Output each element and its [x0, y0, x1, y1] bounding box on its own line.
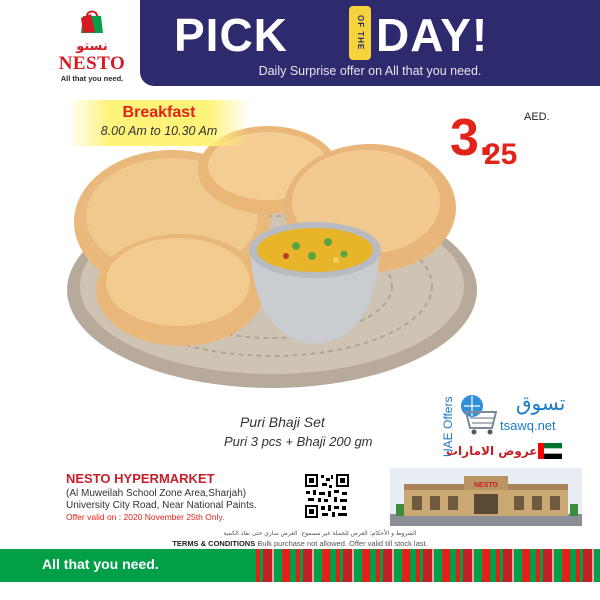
nesto-logo: [48, 8, 136, 93]
bottom-margin: [0, 582, 600, 600]
uae-flag-icon: [538, 443, 562, 459]
store-address-line-1: (Al Muweilah School Zone Area,Sharjah): [66, 488, 247, 499]
qr-code[interactable]: [304, 473, 350, 519]
tsawq-arabic-brand: تسوق: [516, 391, 566, 415]
terms-label: TERMS & CONDITIONS: [172, 539, 256, 548]
store-address-line-2: University City Road, Near National Paints.: [66, 500, 257, 511]
terms-arabic: الشروط و الأحكام: العرض للجملة غير مسموح. العرض ساري حتى نفاذ الكمية: [223, 530, 417, 537]
logo-name: NESTO: [58, 53, 126, 74]
price-decimal: 25: [484, 138, 518, 171]
banner-of-the-tag: OF THE: [349, 6, 371, 60]
shopping-bag-icon: [77, 8, 107, 34]
banner-subtitle: Daily Surprise offer on All that you need.: [258, 64, 482, 78]
footer-bar: [0, 549, 600, 582]
footer-tagline: All that you need.: [42, 556, 159, 572]
badge-title: Breakfast: [122, 104, 196, 121]
footer-stripes: [250, 549, 600, 582]
terms-line: [0, 539, 600, 548]
pick-of-the-day-banner: [140, 0, 600, 86]
banner-day-text: DAY!: [376, 9, 489, 61]
shopping-cart-globe-icon: [458, 392, 502, 436]
price-currency: AED.: [524, 111, 550, 123]
store-title: NESTO HYPERMARKET: [66, 471, 215, 486]
tsawq-url-link[interactable]: tsawq.net: [500, 418, 556, 433]
product-description: Puri 3 pcs + Bhaji 200 gm: [224, 434, 373, 449]
price-integer: 3.: [450, 109, 494, 167]
storefront-sign: NESTO: [474, 482, 498, 489]
banner-pick-text: PICK: [174, 9, 288, 61]
product-name: Puri Bhaji Set: [240, 414, 325, 430]
logo-arabic-text: نستو: [76, 39, 108, 54]
terms-text: Bulk purchase not allowed. Offer valid till stock last.: [257, 539, 428, 548]
badge-time: 8.00 Am to 10.30 Am: [100, 124, 218, 138]
offer-validity: Offer valid on : 2020 November 25th Only.: [66, 512, 225, 522]
breakfast-badge: [70, 100, 248, 146]
uae-offers-label: UAE Offers: [441, 396, 455, 458]
store-building-image: [390, 468, 582, 526]
uae-offers-arabic: عروض الامارات: [446, 444, 538, 458]
logo-tagline: All that you need.: [60, 74, 124, 83]
